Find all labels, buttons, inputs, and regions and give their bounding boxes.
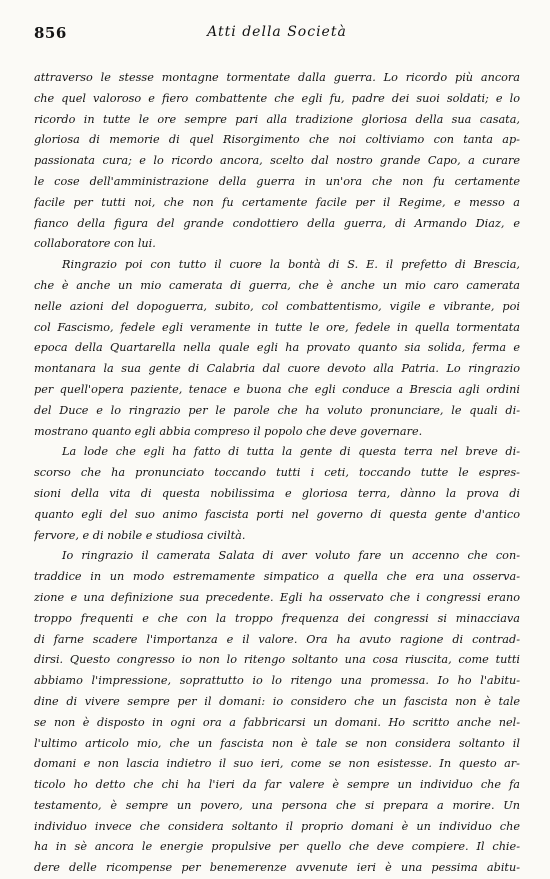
text-line: traddice in un modo estremamente simpatico a quella che era una osserva- bbox=[34, 570, 520, 584]
text-line: zione e una definizione sua precedente. Egli ha osservato che i congressi erano bbox=[34, 590, 520, 604]
text-line: se non è disposto in ogni ora a fabbricarsi un domani. Ho scritto anche nel- bbox=[34, 715, 520, 729]
text-line: le cose dell'amministrazione della guerra in un'ora che non fu certamente bbox=[34, 174, 520, 188]
text-line: collaboratore con lui. bbox=[34, 237, 156, 251]
text-line: di farne scadere l'importanza e il valore. Ora ha avuto ragione di contrad- bbox=[34, 632, 520, 646]
text-line: l'ultimo articolo mio, che un fascista non è tale se non considera soltanto il bbox=[34, 736, 520, 750]
text-line: dine di vivere sempre per il domani: io considero che un fascista non è tale bbox=[34, 694, 520, 708]
paragraph bbox=[34, 68, 520, 255]
page-number: 856 bbox=[34, 24, 67, 42]
text-line: passionata cura; e lo ricordo ancora, scelto dal nostro grande Capo, a curare bbox=[34, 154, 520, 168]
text-line: dirsi. Questo congresso io non lo ritengo soltanto una cosa riuscita, come tutti bbox=[34, 653, 520, 667]
text-line: domani e non lascia indietro il suo ieri, come se non esistesse. In questo ar- bbox=[34, 757, 520, 771]
text-line: Io ringrazio il camerata Salata di aver voluto fare un accenno che con- bbox=[62, 549, 520, 563]
text-line: nelle azioni del dopoguerra, subito, col combattentismo, vigile e vibrante, poi bbox=[34, 299, 520, 313]
text-line: dere delle ricompense per benemerenze avvenute ieri è una pessima abitu- bbox=[34, 861, 520, 875]
text-line: col Fascismo, fedele egli veramente in tutte le ore, fedele in quella tormentata bbox=[34, 320, 520, 334]
text-line: ha in sè ancora le energie propulsive per quello che deve compiere. Il chie- bbox=[34, 840, 520, 854]
page-header bbox=[34, 24, 520, 54]
text-line: testamento, è sempre un povero, una persona che si prepara a morire. Un bbox=[34, 798, 520, 812]
paragraph bbox=[34, 442, 520, 546]
text-line: fianco della figura del grande condottiero della guerra, di Armando Diaz, e bbox=[34, 216, 520, 230]
text-line: individuo invece che considera soltanto il proprio domani è un individuo che bbox=[34, 819, 520, 833]
text-line: La lode che egli ha fatto di tutta la gente di questa terra nel breve di- bbox=[62, 445, 520, 459]
body-text bbox=[34, 68, 520, 879]
text-line: del Duce e lo ringrazio per le parole che ha voluto pronunciare, le quali di- bbox=[34, 403, 520, 417]
text-line: ticolo ho detto che chi ha l'ieri da far valere è sempre un individuo che fa bbox=[34, 778, 520, 792]
text-line: abbiamo l'impressione, soprattutto io lo ritengo una promessa. Io ho l'abitu- bbox=[34, 674, 520, 688]
text-line: fervore, e di nobile e studiosa civiltà. bbox=[34, 528, 246, 542]
text-line: sioni della vita di questa nobilissima e gloriosa terra, dànno la prova di bbox=[34, 486, 520, 500]
text-line: gloriosa di memorie di quel Risorgimento che noi coltiviamo con tanta ap- bbox=[34, 133, 520, 147]
text-line: quanto egli del suo animo fascista porti nel governo di questa gente d'antico bbox=[34, 507, 520, 521]
text-line: che quel valoroso e fiero combattente che egli fu, padre dei suoi soldati; e lo bbox=[34, 91, 520, 105]
text-line: mostrano quanto egli abbia compreso il popolo che deve governare. bbox=[34, 424, 423, 438]
text-line: facile per tutti noi, che non fu certamente facile per il Regime, e messo a bbox=[34, 195, 520, 209]
text-line: attraverso le stesse montagne tormentate dalla guerra. Lo ricordo più ancora bbox=[34, 71, 520, 84]
running-head: Atti della Società bbox=[207, 24, 347, 40]
text-line: epoca della Quartarella nella quale egli ha provato quanto sia solida, ferma e bbox=[34, 341, 520, 355]
text-line: troppo frequenti e che con la troppo frequenza dei congressi si minacciava bbox=[34, 611, 520, 625]
paragraph bbox=[34, 255, 520, 442]
text-line: Ringrazio poi con tutto il cuore la bontà di S. E. il prefetto di Brescia, bbox=[62, 258, 520, 272]
paragraph bbox=[34, 546, 520, 879]
text-line: montanara la sua gente di Calabria dal cuore devoto alla Patria. Lo ringrazio bbox=[34, 362, 520, 376]
text-line: per quell'opera paziente, tenace e buona che egli conduce a Brescia agli ordini bbox=[34, 382, 520, 396]
text-line: scorso che ha pronunciato toccando tutti i ceti, toccando tutte le espres- bbox=[34, 466, 520, 480]
text-line: che è anche un mio camerata di guerra, che è anche un mio caro camerata bbox=[34, 278, 520, 292]
text-line: ricordo in tutte le ore sempre pari alla tradizione gloriosa della sua casata, bbox=[34, 112, 520, 126]
